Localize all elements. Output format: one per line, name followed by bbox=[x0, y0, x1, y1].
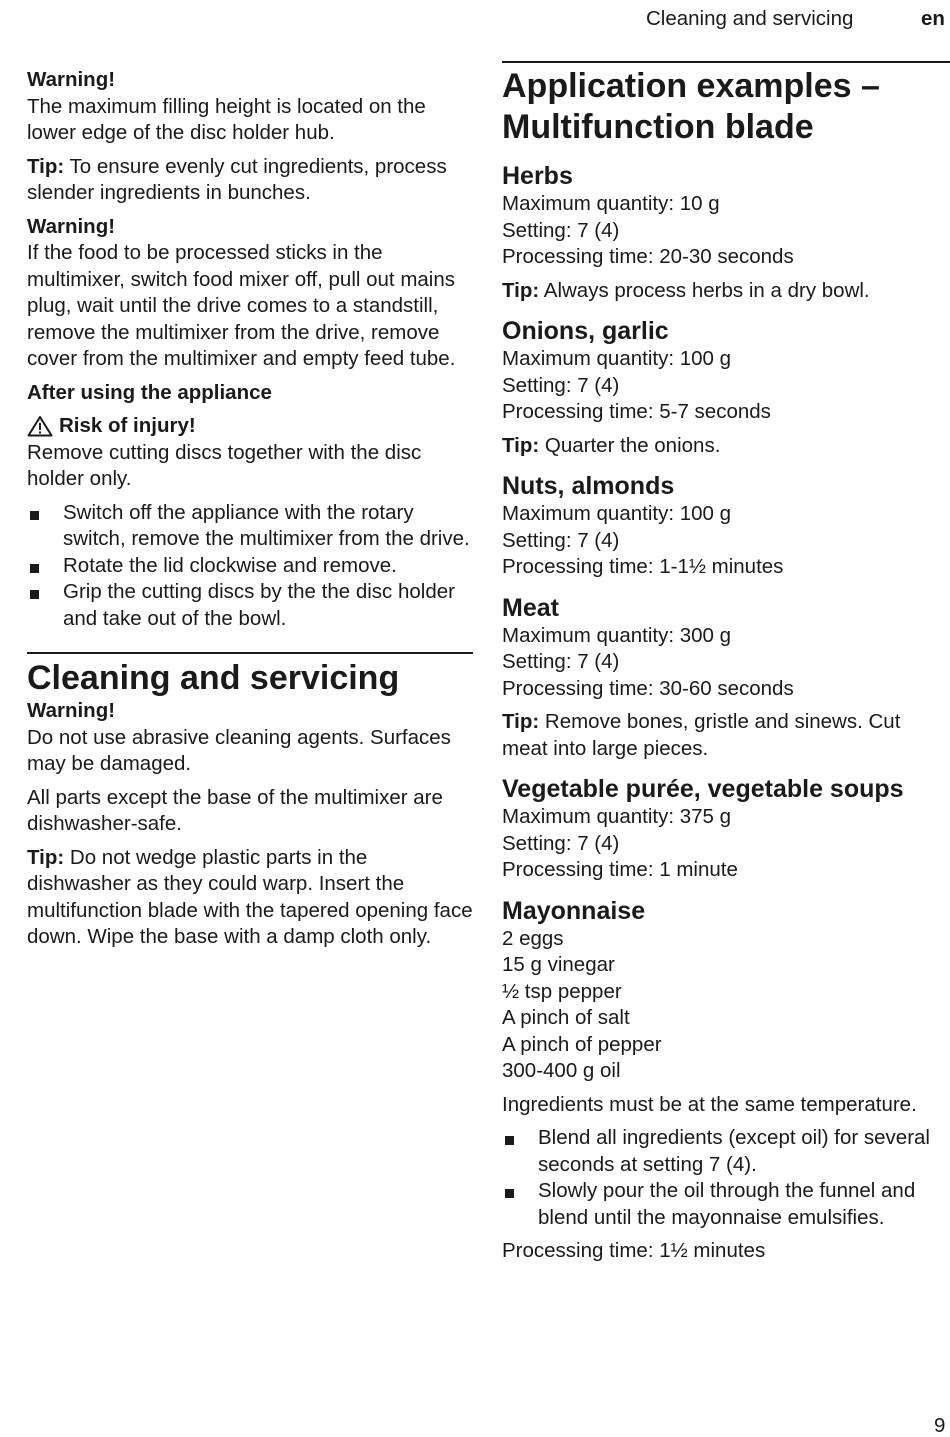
section-heading: Herbs bbox=[502, 162, 573, 190]
warning-text: If the food to be processed sticks in the multimixer, switch food mixer off, pull out mains plug, wait until the drive comes to a standstill, remove the multimixer from the drive, remove cover from the multimixer and empty feed tube. bbox=[27, 241, 456, 370]
section-meat bbox=[502, 593, 950, 763]
after-use-steps bbox=[27, 500, 473, 633]
list-item: Slowly pour the oil through the funnel and blend until the mayonnaise emulsifies. bbox=[502, 1178, 950, 1231]
tip-paragraph bbox=[27, 845, 473, 951]
left-column bbox=[27, 67, 473, 951]
spec-line: Setting: 7 (4) bbox=[502, 373, 620, 397]
tip-text: Quarter the onions. bbox=[539, 433, 721, 457]
title-line: Multifunction blade bbox=[502, 108, 814, 146]
list-item: Rotate the lid clockwise and remove. bbox=[27, 553, 473, 580]
section-herbs bbox=[502, 161, 950, 304]
tip-label: Tip: bbox=[502, 710, 540, 733]
ingredient-line: 300-400 g oil bbox=[502, 1059, 621, 1082]
spec-line: Processing time: 1-1½ minutes bbox=[502, 555, 784, 578]
spec-line: Processing time: 1 minute bbox=[502, 858, 738, 881]
spec-line: Setting: 7 (4) bbox=[502, 528, 620, 552]
section-divider bbox=[27, 652, 473, 654]
spec-line: Maximum quantity: 100 g bbox=[502, 502, 732, 525]
warning-text: Do not use abrasive cleaning agents. Surfaces may be damaged. bbox=[27, 725, 451, 775]
section-heading: Mayonnaise bbox=[502, 896, 646, 925]
tip-label: Tip: bbox=[502, 433, 540, 457]
ingredient-line: A pinch of pepper bbox=[502, 1032, 662, 1056]
dishwasher-text: All parts except the base of the multimixer are dishwasher-safe. bbox=[27, 785, 443, 835]
spec-line: Maximum quantity: 10 g bbox=[502, 192, 720, 215]
warning-text: The maximum filling height is located on the lower edge of the disc holder hub. bbox=[27, 94, 426, 144]
spec-line: Maximum quantity: 300 g bbox=[502, 623, 732, 647]
application-examples-title bbox=[502, 66, 950, 148]
tip-text: Do not wedge plastic parts in the dishwasher as they could warp. Insert the multifunction blade with the tapered opening face down. Wipe the base with a damp cloth only. bbox=[27, 845, 473, 948]
warning-label: Warning! bbox=[27, 68, 116, 91]
tip-paragraph bbox=[502, 709, 950, 762]
spec-line: Setting: 7 (4) bbox=[502, 831, 620, 855]
tip-text: Always process herbs in a dry bowl. bbox=[539, 278, 870, 302]
section-heading: Vegetable purée, vegetable soups bbox=[502, 775, 904, 803]
section-heading: Onions, garlic bbox=[502, 317, 669, 345]
after-use-heading: After using the appliance bbox=[27, 380, 272, 404]
spec-line: Setting: 7 (4) bbox=[502, 650, 620, 673]
spec-line: Processing time: 5-7 seconds bbox=[502, 400, 771, 423]
tip-text: Remove bones, gristle and sinews. Cut meat into large pieces. bbox=[502, 710, 901, 760]
tip-label: Tip: bbox=[502, 278, 540, 302]
section-vegetable-puree bbox=[502, 774, 950, 884]
page-number: 9 bbox=[934, 1414, 946, 1437]
spec-line: Maximum quantity: 375 g bbox=[502, 805, 732, 828]
section-onions bbox=[502, 316, 950, 459]
risk-label: Risk of injury! bbox=[59, 414, 196, 437]
section-mayonnaise bbox=[502, 896, 950, 1265]
mayonnaise-steps bbox=[502, 1125, 950, 1231]
spec-line: Processing time: 20-30 seconds bbox=[502, 245, 794, 268]
tip-paragraph bbox=[502, 433, 950, 460]
ingredient-line: A pinch of salt bbox=[502, 1006, 630, 1029]
tip-label: Tip: bbox=[27, 845, 65, 869]
section-heading: Nuts, almonds bbox=[502, 472, 675, 500]
list-item: Grip the cutting discs by the the disc holder and take out of the bowl. bbox=[27, 579, 473, 632]
section-heading: Meat bbox=[502, 593, 559, 622]
tip-text: To ensure evenly cut ingredients, process slender ingredients in bunches. bbox=[27, 154, 447, 204]
tip-label: Tip: bbox=[27, 154, 65, 178]
cleaning-heading: Cleaning and servicing bbox=[27, 659, 400, 697]
section-nuts bbox=[502, 471, 950, 581]
running-header-title: Cleaning and servicing bbox=[646, 7, 854, 30]
warning-label: Warning! bbox=[27, 214, 116, 238]
language-code: en bbox=[921, 7, 945, 30]
tip-paragraph bbox=[502, 278, 950, 305]
tip-paragraph bbox=[27, 154, 473, 207]
risk-warning bbox=[27, 413, 473, 440]
spec-line: Maximum quantity: 100 g bbox=[502, 347, 732, 370]
title-line: Application examples – bbox=[502, 67, 880, 105]
warning-triangle-icon bbox=[27, 415, 53, 437]
list-item: Switch off the appliance with the rotary switch, remove the multimixer from the drive. bbox=[27, 500, 473, 553]
temperature-note: Ingredients must be at the same temperature. bbox=[502, 1092, 917, 1116]
spec-line: Processing time: 30-60 seconds bbox=[502, 676, 794, 700]
warning-label: Warning! bbox=[27, 699, 116, 722]
ingredient-line: 2 eggs bbox=[502, 926, 564, 950]
right-column bbox=[502, 61, 950, 1265]
spec-line: Setting: 7 (4) bbox=[502, 218, 620, 242]
ingredient-line: 15 g vinegar bbox=[502, 953, 615, 976]
risk-text: Remove cutting discs together with the disc holder only. bbox=[27, 440, 422, 490]
list-item: Blend all ingredients (except oil) for several seconds at setting 7 (4). bbox=[502, 1125, 950, 1178]
ingredient-line: ½ tsp pepper bbox=[502, 979, 622, 1003]
processing-time: Processing time: 1½ minutes bbox=[502, 1239, 766, 1262]
